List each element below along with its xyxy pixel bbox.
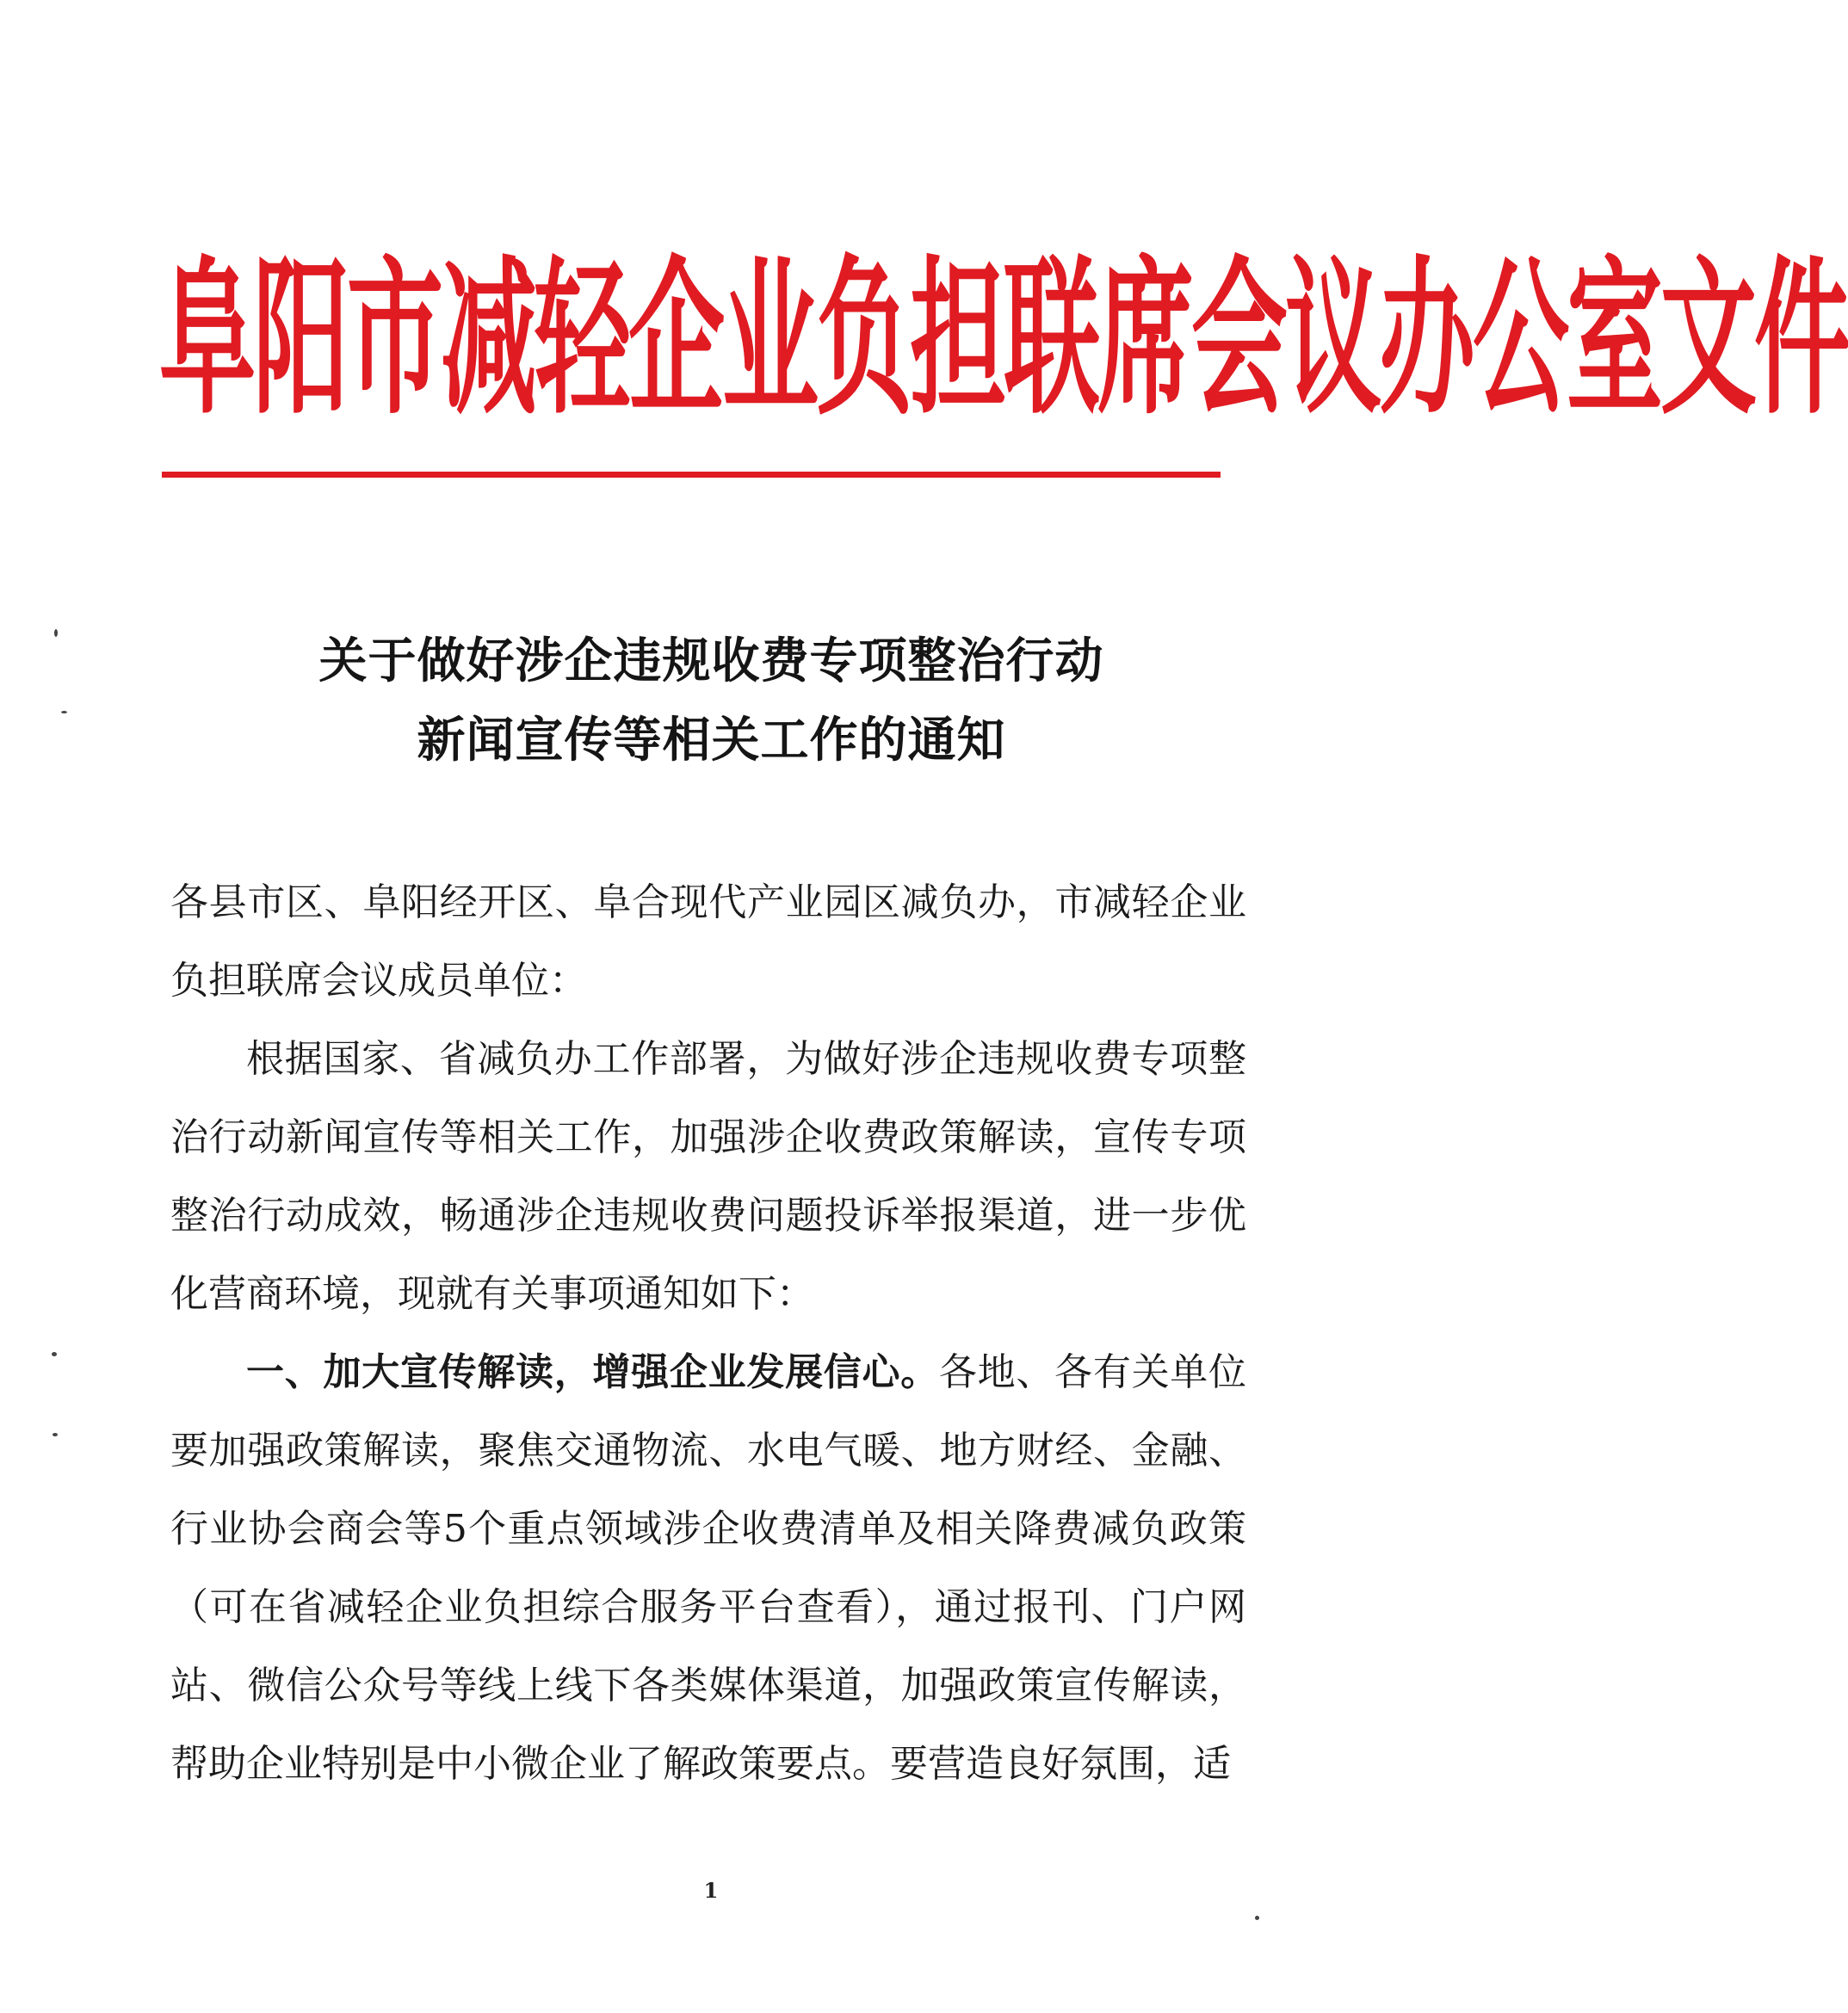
document-body (170, 863, 1246, 1803)
section-1-heading: 一、加大宣传解读，增强企业发展信心。 (246, 1350, 939, 1394)
scan-speck (1255, 1916, 1259, 1920)
scan-speck (53, 1433, 58, 1436)
section-1-body: 各地、各有关单位要加强政策解读，聚焦交通物流、水电气暖、地方财经、金融、行业协会商会等5个重点领域涉企收费清单及相关降费减负政策（可在省减轻企业负担综合服务平台查看），通过报刊、门户网站、微信公众号等线上线下各类媒体渠道，加强政策宣传解读，帮助企业特别是中小微企业了解政策要点。要营造良好氛围，适 (170, 1350, 1247, 1786)
masthead-red-rule (162, 472, 1221, 478)
recipients-paragraph: 各县市区、阜阳经开区、阜合现代产业园区减负办，市减轻企业负担联席会议成员单位： (170, 880, 1246, 1003)
masthead-title: 阜阳市减轻企业负担联席会议办公室文件 (159, 242, 1848, 438)
scan-speck (61, 711, 67, 713)
scan-speck (52, 1352, 57, 1356)
notice-title-line-1: 关于做好涉企违规收费专项整治行动 (318, 633, 1104, 689)
intro-paragraph: 根据国家、省减负办工作部署，为做好涉企违规收费专项整治行动新闻宣传等相关工作，加强涉企收费政策解读，宣传专项整治行动成效，畅通涉企违规收费问题投诉举报渠道，进一步优化营商环境，现就有关事项通知如下： (170, 1037, 1246, 1316)
section-1-paragraph (170, 1333, 1246, 1803)
page-number: 1 (703, 1878, 719, 1903)
notice-title-line-2: 新闻宣传等相关工作的通知 (417, 712, 1006, 769)
scan-speck (54, 629, 58, 637)
notice-title (172, 621, 1251, 780)
